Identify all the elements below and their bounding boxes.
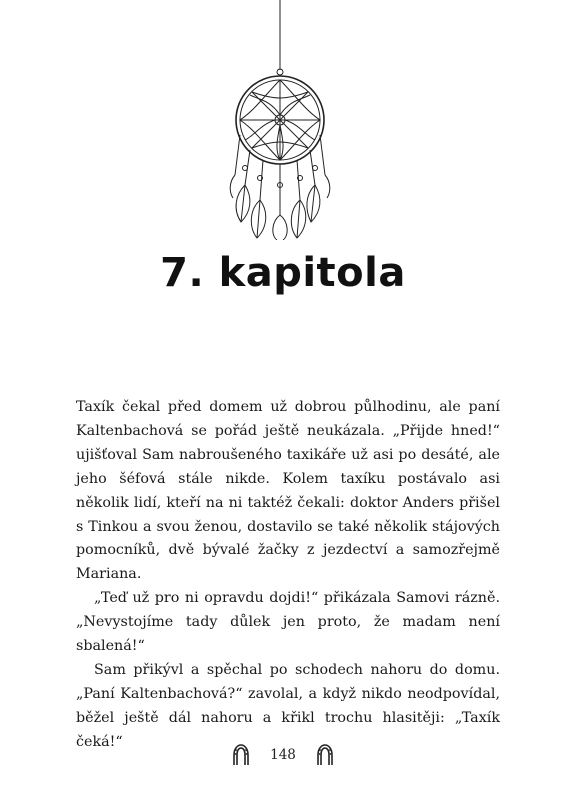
- page-footer: [0, 740, 566, 770]
- chapter-title: 7. kapitola: [160, 250, 406, 296]
- dreamcatcher-icon: [205, 0, 355, 240]
- horseshoe-icon: [230, 743, 252, 767]
- horseshoe-icon: [314, 743, 336, 767]
- paragraph: Sam přikývl a spěchal po schodech nahoru do domu. „Paní Kaltenbachová?“ zavolal, a když nikdo neodpovídal, běžel ještě dál nahoru a křikl trochu hlasitěji: „Taxík čeká!“: [76, 661, 500, 750]
- body-text: [76, 396, 500, 755]
- page-number: 148: [270, 747, 296, 763]
- paragraph: Taxík čekal před domem už dobrou půlhodinu, ale paní Kaltenbachová se pořád ještě neukázala. „Přijde hned!“ ujišťoval Sam nabroušeného taxikáře už asi po desáté, ale jeho šéfová stále nikde. Kolem taxíku postávalo asi několik lidí, kteří na ni taktéž čekali: doktor Anders přišel s Tinkou a svou ženou, dostavilo se také několik stájových pomocníků, dvě bývalé žačky z jezdectví a samozřejmě Mariana.: [76, 399, 500, 583]
- paragraph: „Teď už pro ni opravdu dojdi!“ přikázala Samovi rázně. „Nevystojíme tady důlek jen proto, že madam není sbalená!“: [76, 590, 500, 655]
